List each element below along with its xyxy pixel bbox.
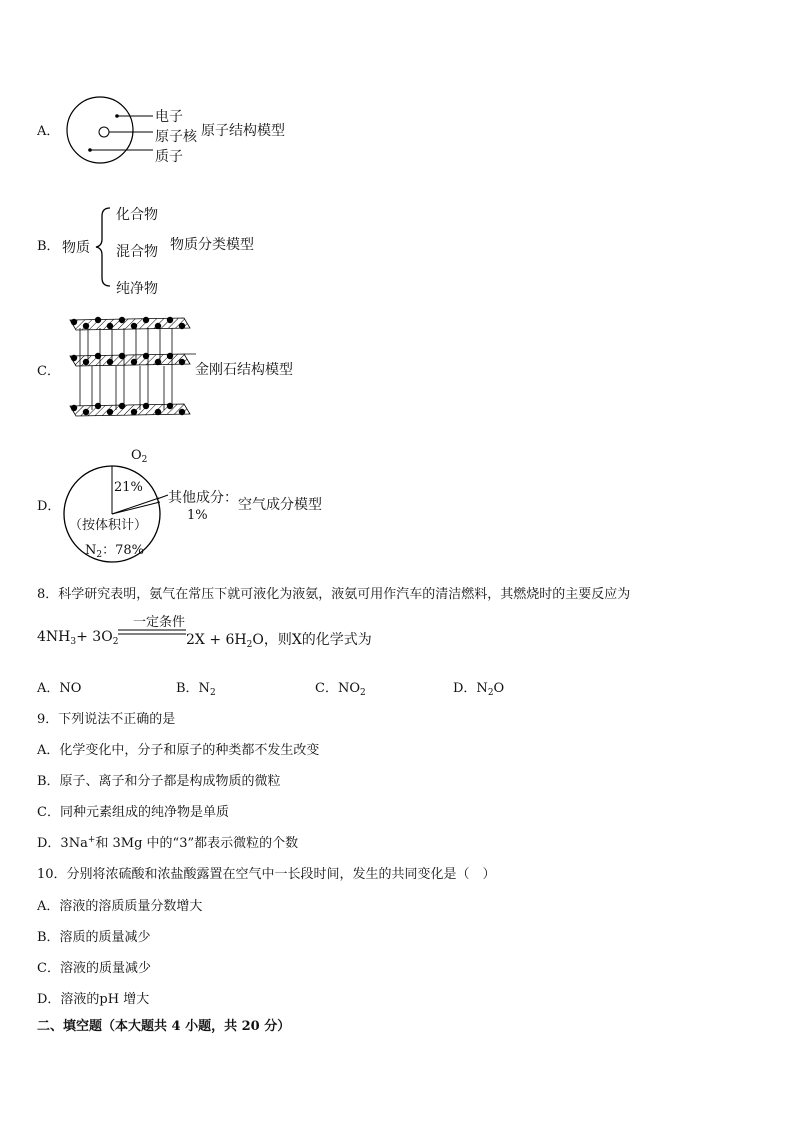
question-8-equation: $4NH_3+ 3O_2$: [37, 629, 119, 647]
q10-choice-c[interactable]: C．溶液的质量减少: [37, 961, 151, 976]
other-components-label: 其他成分：: [168, 490, 238, 506]
o2-percent: 21%: [114, 480, 143, 495]
pie-divider-other-b: [112, 502, 160, 514]
label-nucleus: 原子核: [155, 129, 197, 145]
classification-item-pure: 纯净物: [116, 281, 158, 297]
option-d-title: 空气成分模型: [238, 497, 322, 513]
q8-choice-c[interactable]: C．$NO_2$: [315, 681, 366, 698]
q10-choice-b[interactable]: B．溶质的质量减少: [37, 930, 151, 945]
q9-choice-c[interactable]: C．同种元素组成的纯净物是单质: [37, 805, 229, 820]
question-9-text: 9．下列说法不正确的是: [37, 712, 176, 727]
classification-root: 物质: [62, 240, 90, 256]
option-d-letter: D．: [37, 499, 61, 514]
volume-basis-label: （按体积计）: [69, 518, 148, 533]
q9-choice-d[interactable]: D．3Na+和 3Mg 中的“3”都表示微粒的个数: [37, 835, 299, 851]
equals-sign-icon: [118, 628, 186, 636]
option-a-title: 原子结构模型: [201, 123, 285, 139]
n2-label: $N_2$：78%: [85, 543, 145, 560]
q8-choice-b[interactable]: B．$N_2$: [176, 681, 216, 698]
nucleus-circle: [99, 127, 109, 137]
question-8-text: 8．科学研究表明，氨气在常压下就可液化为液氨，液氨可用作汽车的清洁燃料，其燃烧时的主要反应为: [37, 587, 631, 602]
section-2-heading: 二、填空题（本大题共 4 小题，共 20 分）: [37, 1019, 291, 1034]
q9-choice-a[interactable]: A．化学变化中，分子和原子的种类都不发生改变: [37, 743, 320, 758]
pie-divider-other-a: [112, 498, 159, 514]
question-10-text: 10．分别将浓硫酸和浓盐酸露置在空气中一长段时间，发生的共同变化是（ ）: [37, 867, 496, 882]
classification-item-mixture: 混合物: [116, 244, 158, 260]
option-b-title: 物质分类模型: [170, 237, 254, 253]
other-components-percent: 1%: [187, 508, 208, 523]
q8-choice-a[interactable]: A．NO: [37, 681, 82, 696]
label-electron: 电子: [155, 109, 183, 125]
atom-outer-circle: [67, 97, 133, 163]
reaction-condition: 一定条件: [133, 615, 186, 630]
o2-label: $O_2$: [131, 448, 148, 465]
option-c-title: 金刚石结构模型: [195, 362, 293, 378]
brace-icon: [94, 206, 114, 288]
q8-choice-d[interactable]: D．$N_2O$: [453, 681, 505, 698]
q10-choice-a[interactable]: A．溶液的溶质质量分数增大: [37, 899, 203, 914]
option-c-letter: C．: [37, 364, 60, 379]
label-proton: 质子: [155, 149, 183, 165]
q10-choice-d[interactable]: D．溶液的pH 增大: [37, 992, 150, 1007]
classification-item-compound: 化合物: [116, 207, 158, 223]
q9-choice-b[interactable]: B．原子、离子和分子都是构成物质的微粒: [37, 774, 281, 789]
option-a-letter: A．: [37, 124, 60, 139]
question-8-equation-right: $2X + 6H_2O$，则X的化学式为: [186, 632, 372, 650]
diamond-structure-diagram: [66, 310, 196, 426]
option-b-letter: B．: [37, 239, 60, 254]
